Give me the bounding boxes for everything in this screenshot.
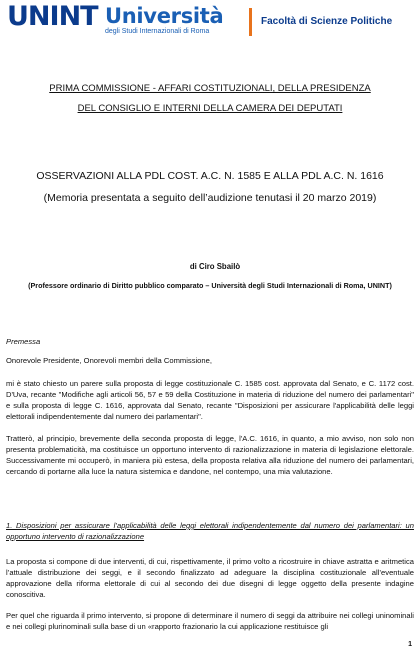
section-premessa: Premessa [6, 337, 41, 346]
section-1-heading: 1. Disposizioni per assicurare l’applicabilità delle leggi elettorali indipendentemente dal numero dei parlamentari: un opportuno intervento di razionalizzazione [6, 521, 414, 541]
salutation: Onorevole Presidente, Onorevoli membri della Commissione, [6, 356, 212, 365]
author-affiliation: (Professore ordinario di Diritto pubblico comparato – Università degli Studi Internazionali di Roma, UNINT) [28, 281, 392, 290]
commission-line-1: PRIMA COMMISSIONE - AFFARI COSTITUZIONALI, DELLA PRESIDENZA [49, 83, 371, 94]
document-subtitle: (Memoria presentata a seguito dell’audizione tenutasi il 20 marzo 2019) [43, 192, 377, 204]
paragraph-2: Tratterò, al principio, brevemente della seconda proposta di legge, l'A.C. 1616, in quanto, a mio avviso, non solo non presenta problematicità, ma costituisce un opportuno intervento di razionalizzazione in materia di legislazione elettorale. Successivamente mi occuperò, in maniera più estesa, della proposta relativa alla riduzione del numero dei parlamentari, cercando di portarne alla luce la natura sistemica e dandone, nel contempo, una mia valutazione. [6, 434, 414, 476]
logo-unint: UNINT [7, 1, 98, 32]
logo-subtitle: degli Studi Internazionali di Roma [105, 28, 210, 35]
logo-university: Università [105, 4, 224, 28]
faculty-name: Facoltà di Scienze Politiche [261, 16, 393, 27]
header-logo [7, 1, 407, 40]
logo-divider [249, 8, 252, 36]
paragraph-3: La proposta si compone di due interventi, di cui, rispettivamente, il primo volto a ricostruire in chiave astratta e aritmetica l’attuale distribuzione dei seggi, e il secondo finalizzato ad adeguare la disciplina costituzionale all’eventuale approvazione della riforma elettorale di cui al secondo dei due disegni di legge oggetto della presente indagine conoscitiva. [6, 557, 414, 599]
paragraph-1: mi è stato chiesto un parere sulla proposta di legge costituzionale C. 1585 cost. approvata dal Senato, e C. 1172 cost. D'Uva, recante "Modifiche agli articoli 56, 57 e 59 della Costituzione in materia di riduzione del numero dei parlamentari" e sulla proposta di legge C. 1616, approvata dal Senato, recante "Disposizioni per assicurare l'applicabilità delle leggi elettorali indipendentemente dal numero dei parlamentari". [6, 379, 414, 421]
paragraph-4: Per quel che riguarda il primo intervento, si propone di determinare il numero di seggi da attribuire nei collegi uninominali e nei collegi plurinominali sulla base di un «rapporto frazionario la cui applicazione restituisce gli [6, 611, 414, 631]
author-name: di Ciro Sbailò [189, 262, 241, 271]
document-title: OSSERVAZIONI ALLA PDL COST. A.C. N. 1585 E ALLA PDL A.C. N. 1616 [36, 170, 384, 182]
page-number: 1 [408, 641, 412, 648]
commission-line-2: DEL CONSIGLIO E INTERNI DELLA CAMERA DEI DEPUTATI [77, 103, 343, 114]
